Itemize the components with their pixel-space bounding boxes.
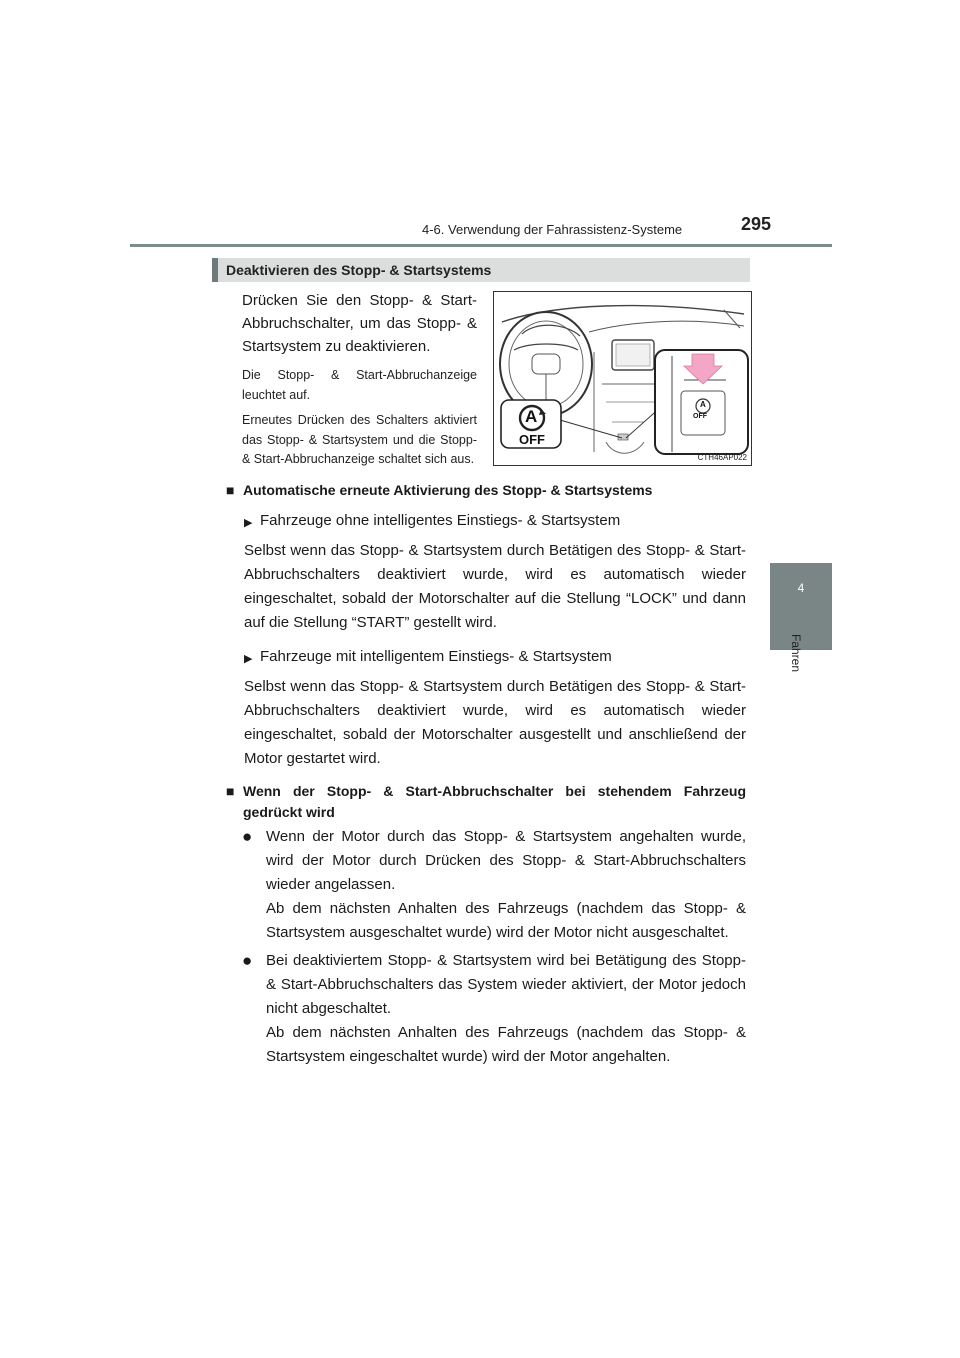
stationary-bullet-text: Bei deaktiviertem Stopp- & Startsystem wird bei Betätigung des Stopp- & Start-Abbruchschalters das System wieder aktiviert, der Motor jedoch nicht abgeschaltet. <box>266 952 746 1017</box>
intro-note-indicator: Die Stopp- & Start-Abbruchanzeige leuchtet auf. <box>242 368 477 402</box>
a-label-large: A <box>525 407 538 426</box>
bullet-dot-icon: ● <box>242 951 253 970</box>
page-number: 295 <box>741 214 772 234</box>
header-divider <box>130 244 832 247</box>
intro-instruction: Drücken Sie den Stopp- & Start-Abbruchschalter, um das Stopp- & Startsystem zu deaktivieren. <box>242 292 477 355</box>
page-header-section: 4-6. Verwendung der Fahrassistenz-Systeme <box>422 222 683 237</box>
chapter-label: Fahren <box>789 634 803 673</box>
stationary-bullet-followup: Ab dem nächsten Anhalten des Fahrzeugs (nachdem das Stopp- & Startsystem ausgeschaltet wurde) wird der Motor nicht ausgeschaltet. <box>266 900 746 941</box>
section-header-bar <box>212 258 218 282</box>
section-header <box>212 258 750 282</box>
vehicle-type-without-smart <box>244 509 746 535</box>
off-label-large: OFF <box>519 432 545 447</box>
figure-code: CTH46AP022 <box>697 453 747 462</box>
square-bullet-icon: ■ <box>226 783 235 799</box>
section-title: Deaktivieren des Stopp- & Startsystems <box>226 262 492 278</box>
stationary-bullet <box>242 825 746 945</box>
triangle-arrow-icon: ▶ <box>244 653 253 665</box>
chapter-label-wrapper <box>787 634 817 674</box>
auto-reactivation-heading-text: Automatische erneute Aktivierung des Stopp- & Startsystems <box>243 482 653 498</box>
chapter-number: 4 <box>797 581 805 595</box>
stationary-bullet-body <box>266 949 746 1069</box>
stationary-bullet-text: Wenn der Motor durch das Stopp- & Startsystem angehalten wurde, wird der Motor durch Drücken des Stopp- & Start-Abbruchschalters wieder angelassen. <box>266 828 746 893</box>
off-label-small: OFF <box>693 413 707 420</box>
stationary-heading-text: Wenn der Stopp- & Start-Abbruchschalter bei stehendem Fahrzeug gedrückt wird <box>243 783 746 820</box>
a-label-small: A <box>700 400 706 409</box>
main-content <box>226 480 746 1069</box>
triangle-arrow-icon: ▶ <box>244 517 253 529</box>
auto-reactivation-heading <box>226 480 746 501</box>
square-bullet-icon: ■ <box>226 482 235 498</box>
vehicle-type-with-smart <box>244 645 746 671</box>
bullet-dot-icon: ● <box>242 827 253 846</box>
vehicle-type-label: Fahrzeuge ohne intelligentes Einstiegs- & Startsystem <box>260 512 621 529</box>
intro-note-reactivate: Erneutes Drücken des Schalters aktiviert das Stopp- & Startsystem und die Stopp- & Start-Abbruchanzeige schaltet sich aus. <box>242 413 477 466</box>
vehicle-type-paragraph: Selbst wenn das Stopp- & Startsystem durch Betätigen des Stopp- & Start-Abbruchschalters deaktiviert wurde, wird es automatisch wieder eingeschaltet, sobald der Motorschalter auf die Stellung “LOCK” und dann auf die Stellung “START” gestellt wird. <box>244 542 746 631</box>
intro-block <box>242 289 477 476</box>
stationary-bullet <box>242 949 746 1069</box>
dashboard-illustration <box>493 291 752 466</box>
stationary-heading <box>226 781 746 823</box>
stationary-bullet-followup: Ab dem nächsten Anhalten des Fahrzeugs (nachdem das Stopp- & Startsystem eingeschaltet wurde) wird der Motor angehalten. <box>266 1024 746 1065</box>
vehicle-type-paragraph: Selbst wenn das Stopp- & Startsystem durch Betätigen des Stopp- & Start-Abbruchschalters deaktiviert wurde, wird es automatisch wieder eingeschaltet, sobald der Motorschalter ausgestellt und anschließend der Motor gestartet wird. <box>244 678 746 767</box>
stationary-bullet-body <box>266 825 746 945</box>
vehicle-type-label: Fahrzeuge mit intelligentem Einstiegs- & Startsystem <box>260 648 612 665</box>
